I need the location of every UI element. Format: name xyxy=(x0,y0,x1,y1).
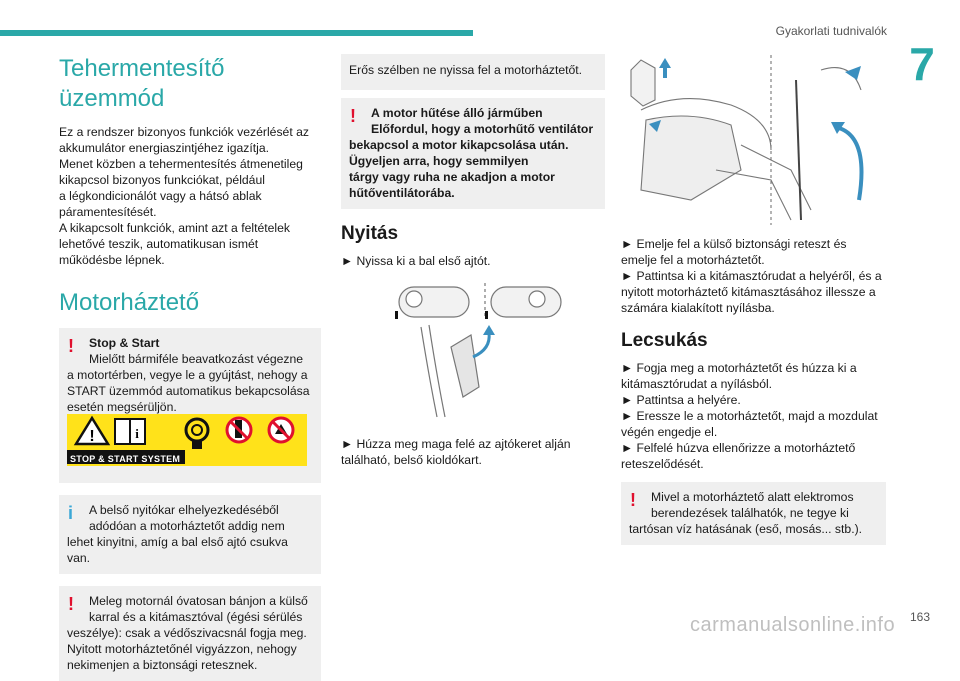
wind-note-box: Erős szélben ne nyissa fel a motorháztetőt. xyxy=(341,54,605,90)
inner-lever-info-box: i A belső nyitókar elhelyezkedéséből adódóan a motorháztetőt addig nem lehet kinyitni, amíg a bal első ajtó csukva van. xyxy=(59,495,321,574)
bonnet-open-illustration xyxy=(621,50,886,225)
stop-start-warning-box: ! Stop & Start Mielőtt bármiféle beavatkozást végezne a motortérben, vegye le a gyújtást, nehogy a START üzemmód automatikus bekapcsolása esetén megsérüljön. ! i STOP & START SYSTEM xyxy=(59,328,321,483)
info-icon: i xyxy=(68,503,74,523)
opening-step-2: ► Húzza meg maga felé az ajtókeret alján található, belső kioldókart. xyxy=(341,437,571,467)
hot-engine-warning-box: ! Meleg motornál óvatosan bánjon a külső karral és a kitámasztóval (égési sérülés veszélye): csak a védőszivacsnál fogja meg. Nyitott motorháztetőnél vigyázzon, nehogy nekimenjen a biztonsági retesznek. xyxy=(59,586,321,681)
stop-start-symbols xyxy=(67,414,307,466)
warning-icon: ! xyxy=(68,336,74,356)
load-shedding-text: Ez a rendszer bizonyos funkciók vezérlését az akkumulátor energiaszintjéhez igazítja. Menet közben a tehermentesítés átmenetileg kikapcsol bizonyos funkciókat, például a légkondicionálót vagy a hátsó ablak páramentesítését. A kikapcsolt funkciók, amint azt a feltételek lehetővé teszik, automatikusan ismét működésbe lépnek. xyxy=(59,125,309,267)
section-title-opening: Nyitás xyxy=(341,223,399,244)
opening-steps-3: ► Emelje fel a külső biztonsági reteszt és emelje fel a motorháztetőt. ► Pattintsa ki a kitámasztórudat a helyéről, és a nyitott motorháztető kitámasztásához illessze a számára kialakított nyílásba. xyxy=(621,237,882,315)
electrical-warning-box: ! Mivel a motorháztető alatt elektromos berendezések találhatók, ne tegye ki tartósan víz hatásának (eső, mosás... stb.). xyxy=(621,482,886,545)
svg-text:!: ! xyxy=(89,428,95,445)
manual-book-icon xyxy=(115,419,145,444)
column-1 xyxy=(59,50,321,681)
watermark: carmanualsonline.info xyxy=(690,614,896,636)
warning-triangle-icon xyxy=(76,418,108,445)
section-title-load-shedding: Tehermentesítő üzemmód xyxy=(59,55,225,112)
opening-step-1: ► Nyissa ki a bal első ajtót. xyxy=(341,254,491,268)
warning-icon: ! xyxy=(350,106,356,126)
warning-icon: ! xyxy=(630,490,636,510)
column-2 xyxy=(341,50,605,468)
cooling-fan-warning-box: ! A motor hűtése álló járműben Előfordul, hogy a motorhűtő ventilátor bekapcsol a motor kikapcsolása után. Ügyeljen arra, hogy semmilyen tárgy vagy ruha ne akadjon a motor hűtőventilátorába. xyxy=(341,98,605,209)
page-number: 163 xyxy=(909,610,930,624)
column-3 xyxy=(621,50,886,545)
header-label: Gyakorlati tudnivalók xyxy=(775,24,887,38)
chapter-number: 7 xyxy=(909,38,935,90)
warning-icon: ! xyxy=(68,594,74,614)
header-bar xyxy=(0,30,473,36)
closing-steps: ► Fogja meg a motorháztetőt és húzza ki a kitámasztórudat a nyílásból. ► Pattintsa a helyére. ► Eressze le a motorháztetőt, majd a mozdulat végén engedje el. ► Felfelé húzva ellenőrizze a motorháztető reteszelődését. xyxy=(621,361,878,471)
no-fan-icon xyxy=(269,418,293,442)
no-hand-icon xyxy=(227,418,251,442)
door-lever-illustration xyxy=(341,277,605,427)
stop-start-banner: STOP & START SYSTEM xyxy=(70,454,181,464)
section-title-bonnet: Motorháztető xyxy=(59,289,200,316)
section-title-closing: Lecsukás xyxy=(621,330,708,351)
arrow-icon xyxy=(839,128,862,200)
arrow-icon xyxy=(473,333,489,357)
svg-text:i: i xyxy=(135,426,139,441)
steering-wheel-icon xyxy=(399,287,469,317)
belt-icon xyxy=(186,419,208,449)
steering-wheel-icon xyxy=(491,287,561,317)
